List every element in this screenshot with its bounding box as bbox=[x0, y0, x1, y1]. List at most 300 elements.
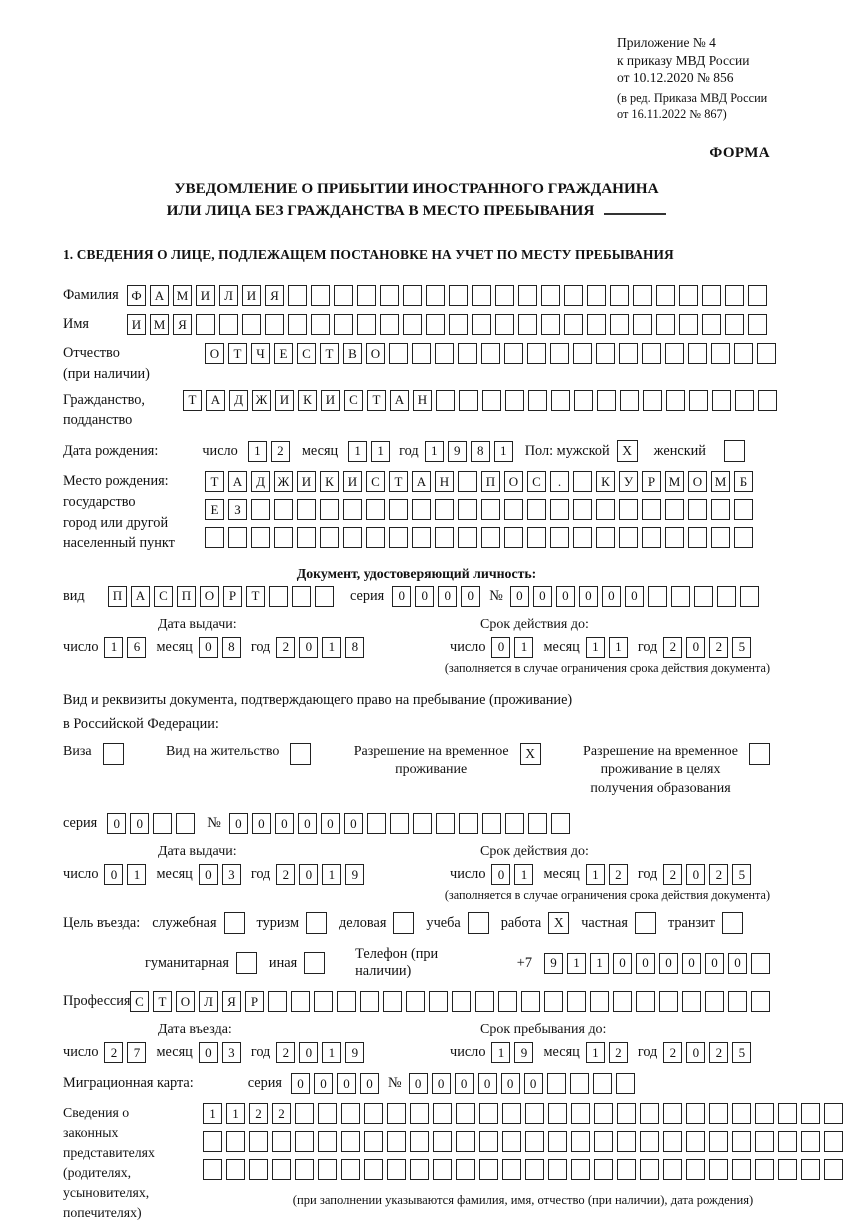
char-box[interactable]: М bbox=[711, 471, 730, 492]
char-box[interactable] bbox=[481, 343, 500, 364]
char-box[interactable] bbox=[593, 1073, 612, 1094]
char-box[interactable] bbox=[642, 343, 661, 364]
char-box[interactable] bbox=[481, 527, 500, 548]
char-box[interactable]: Т bbox=[205, 471, 224, 492]
char-box[interactable] bbox=[688, 527, 707, 548]
char-box[interactable]: Т bbox=[389, 471, 408, 492]
char-box[interactable]: О bbox=[176, 991, 195, 1012]
char-box[interactable] bbox=[735, 390, 754, 411]
char-box[interactable] bbox=[725, 285, 744, 306]
char-box[interactable]: Н bbox=[413, 390, 432, 411]
char-box[interactable]: 2 bbox=[709, 1042, 728, 1063]
char-box[interactable] bbox=[387, 1159, 406, 1180]
sex-male-checkbox[interactable]: X bbox=[617, 440, 638, 462]
char-box[interactable]: 1 bbox=[609, 637, 628, 658]
char-box[interactable] bbox=[573, 527, 592, 548]
char-box[interactable]: 0 bbox=[556, 586, 575, 607]
char-box[interactable] bbox=[748, 314, 767, 335]
char-box[interactable] bbox=[403, 285, 422, 306]
char-box[interactable] bbox=[459, 813, 478, 834]
char-box[interactable] bbox=[666, 390, 685, 411]
char-box[interactable]: Ф bbox=[127, 285, 146, 306]
char-box[interactable] bbox=[824, 1159, 843, 1180]
char-box[interactable] bbox=[360, 991, 379, 1012]
char-box[interactable] bbox=[452, 991, 471, 1012]
char-box[interactable] bbox=[435, 499, 454, 520]
char-box[interactable]: 1 bbox=[491, 1042, 510, 1063]
char-box[interactable]: У bbox=[619, 471, 638, 492]
char-box[interactable]: Ч bbox=[251, 343, 270, 364]
char-box[interactable] bbox=[527, 527, 546, 548]
char-box[interactable] bbox=[249, 1159, 268, 1180]
char-box[interactable] bbox=[705, 991, 724, 1012]
char-box[interactable] bbox=[203, 1131, 222, 1152]
char-box[interactable] bbox=[619, 527, 638, 548]
char-box[interactable]: С bbox=[130, 991, 149, 1012]
char-box[interactable] bbox=[311, 314, 330, 335]
char-box[interactable] bbox=[663, 1103, 682, 1124]
char-box[interactable]: 0 bbox=[199, 864, 218, 885]
char-box[interactable]: 0 bbox=[501, 1073, 520, 1094]
char-box[interactable] bbox=[732, 1131, 751, 1152]
char-box[interactable]: С bbox=[154, 586, 173, 607]
char-box[interactable] bbox=[688, 343, 707, 364]
char-box[interactable] bbox=[665, 499, 684, 520]
char-box[interactable] bbox=[617, 1159, 636, 1180]
char-box[interactable]: 0 bbox=[392, 586, 411, 607]
char-box[interactable] bbox=[617, 1131, 636, 1152]
char-box[interactable]: Л bbox=[219, 285, 238, 306]
char-box[interactable]: 0 bbox=[602, 586, 621, 607]
char-box[interactable]: 5 bbox=[732, 1042, 751, 1063]
char-box[interactable]: Н bbox=[435, 471, 454, 492]
char-box[interactable] bbox=[472, 314, 491, 335]
char-box[interactable]: А bbox=[228, 471, 247, 492]
char-box[interactable] bbox=[573, 499, 592, 520]
char-box[interactable]: 2 bbox=[609, 1042, 628, 1063]
char-box[interactable]: Р bbox=[223, 586, 242, 607]
char-box[interactable]: 0 bbox=[344, 813, 363, 834]
char-box[interactable] bbox=[153, 813, 172, 834]
char-box[interactable] bbox=[433, 1159, 452, 1180]
char-box[interactable] bbox=[314, 991, 333, 1012]
char-box[interactable] bbox=[751, 991, 770, 1012]
char-box[interactable] bbox=[320, 527, 339, 548]
temp-residence-checkbox[interactable]: X bbox=[520, 743, 541, 765]
purpose-business-checkbox[interactable] bbox=[393, 912, 414, 934]
char-box[interactable] bbox=[380, 285, 399, 306]
char-box[interactable] bbox=[587, 285, 606, 306]
char-box[interactable] bbox=[205, 527, 224, 548]
char-box[interactable] bbox=[295, 1103, 314, 1124]
char-box[interactable]: 2 bbox=[276, 637, 295, 658]
purpose-work-checkbox[interactable]: X bbox=[548, 912, 569, 934]
char-box[interactable] bbox=[341, 1103, 360, 1124]
char-box[interactable] bbox=[590, 991, 609, 1012]
char-box[interactable]: И bbox=[275, 390, 294, 411]
char-box[interactable]: 1 bbox=[586, 864, 605, 885]
char-box[interactable]: 0 bbox=[686, 864, 705, 885]
char-box[interactable]: С bbox=[297, 343, 316, 364]
char-box[interactable] bbox=[711, 343, 730, 364]
char-box[interactable] bbox=[597, 390, 616, 411]
char-box[interactable]: А bbox=[206, 390, 225, 411]
char-box[interactable] bbox=[548, 1159, 567, 1180]
char-box[interactable] bbox=[426, 314, 445, 335]
char-box[interactable]: 1 bbox=[127, 864, 146, 885]
char-box[interactable]: 0 bbox=[686, 1042, 705, 1063]
char-box[interactable] bbox=[527, 343, 546, 364]
char-box[interactable]: 1 bbox=[226, 1103, 245, 1124]
char-box[interactable] bbox=[824, 1131, 843, 1152]
char-box[interactable] bbox=[412, 499, 431, 520]
char-box[interactable] bbox=[740, 586, 759, 607]
char-box[interactable] bbox=[412, 343, 431, 364]
char-box[interactable]: 0 bbox=[275, 813, 294, 834]
char-box[interactable] bbox=[364, 1159, 383, 1180]
char-box[interactable] bbox=[594, 1159, 613, 1180]
char-box[interactable]: М bbox=[173, 285, 192, 306]
char-box[interactable]: 6 bbox=[127, 637, 146, 658]
purpose-transit-checkbox[interactable] bbox=[722, 912, 743, 934]
char-box[interactable] bbox=[656, 314, 675, 335]
char-box[interactable]: 1 bbox=[590, 953, 609, 974]
char-box[interactable]: М bbox=[150, 314, 169, 335]
char-box[interactable]: 0 bbox=[625, 586, 644, 607]
char-box[interactable]: 1 bbox=[514, 637, 533, 658]
char-box[interactable] bbox=[288, 314, 307, 335]
char-box[interactable] bbox=[633, 285, 652, 306]
purpose-study-checkbox[interactable] bbox=[468, 912, 489, 934]
char-box[interactable] bbox=[709, 1159, 728, 1180]
char-box[interactable]: Ж bbox=[274, 471, 293, 492]
char-box[interactable] bbox=[387, 1103, 406, 1124]
char-box[interactable] bbox=[458, 499, 477, 520]
char-box[interactable] bbox=[482, 813, 501, 834]
char-box[interactable] bbox=[272, 1131, 291, 1152]
char-box[interactable]: 1 bbox=[322, 637, 341, 658]
char-box[interactable] bbox=[343, 527, 362, 548]
char-box[interactable]: Д bbox=[251, 471, 270, 492]
char-box[interactable] bbox=[458, 527, 477, 548]
char-box[interactable] bbox=[757, 343, 776, 364]
char-box[interactable] bbox=[617, 1103, 636, 1124]
char-box[interactable] bbox=[251, 499, 270, 520]
char-box[interactable] bbox=[541, 314, 560, 335]
char-box[interactable]: 0 bbox=[409, 1073, 428, 1094]
char-box[interactable] bbox=[642, 499, 661, 520]
char-box[interactable]: Б bbox=[734, 471, 753, 492]
char-box[interactable] bbox=[571, 1103, 590, 1124]
char-box[interactable] bbox=[671, 586, 690, 607]
char-box[interactable] bbox=[435, 343, 454, 364]
char-box[interactable]: 0 bbox=[461, 586, 480, 607]
char-box[interactable] bbox=[389, 343, 408, 364]
char-box[interactable] bbox=[337, 991, 356, 1012]
char-box[interactable] bbox=[479, 1103, 498, 1124]
char-box[interactable]: 0 bbox=[229, 813, 248, 834]
char-box[interactable] bbox=[518, 285, 537, 306]
char-box[interactable] bbox=[334, 285, 353, 306]
char-box[interactable]: Я bbox=[265, 285, 284, 306]
char-box[interactable]: 0 bbox=[455, 1073, 474, 1094]
char-box[interactable] bbox=[433, 1103, 452, 1124]
char-box[interactable]: Е bbox=[274, 343, 293, 364]
char-box[interactable] bbox=[295, 1159, 314, 1180]
char-box[interactable]: 0 bbox=[299, 1042, 318, 1063]
residence-permit-checkbox[interactable] bbox=[290, 743, 311, 765]
char-box[interactable] bbox=[343, 499, 362, 520]
char-box[interactable]: И bbox=[242, 285, 261, 306]
char-box[interactable] bbox=[433, 1131, 452, 1152]
char-box[interactable] bbox=[268, 991, 287, 1012]
char-box[interactable] bbox=[410, 1103, 429, 1124]
char-box[interactable] bbox=[547, 1073, 566, 1094]
char-box[interactable] bbox=[679, 285, 698, 306]
char-box[interactable] bbox=[755, 1131, 774, 1152]
char-box[interactable]: 0 bbox=[533, 586, 552, 607]
char-box[interactable] bbox=[755, 1159, 774, 1180]
char-box[interactable]: К bbox=[298, 390, 317, 411]
char-box[interactable] bbox=[824, 1103, 843, 1124]
char-box[interactable]: 2 bbox=[663, 1042, 682, 1063]
char-box[interactable] bbox=[613, 991, 632, 1012]
char-box[interactable]: 1 bbox=[322, 864, 341, 885]
char-box[interactable] bbox=[616, 1073, 635, 1094]
char-box[interactable] bbox=[712, 390, 731, 411]
char-box[interactable] bbox=[725, 314, 744, 335]
char-box[interactable] bbox=[456, 1159, 475, 1180]
char-box[interactable]: 8 bbox=[222, 637, 241, 658]
char-box[interactable]: 0 bbox=[705, 953, 724, 974]
char-box[interactable] bbox=[636, 991, 655, 1012]
char-box[interactable]: Я bbox=[173, 314, 192, 335]
char-box[interactable] bbox=[544, 991, 563, 1012]
char-box[interactable] bbox=[619, 499, 638, 520]
char-box[interactable]: А bbox=[131, 586, 150, 607]
char-box[interactable] bbox=[550, 499, 569, 520]
char-box[interactable] bbox=[528, 390, 547, 411]
char-box[interactable]: 1 bbox=[586, 637, 605, 658]
char-box[interactable] bbox=[318, 1131, 337, 1152]
char-box[interactable] bbox=[196, 314, 215, 335]
char-box[interactable] bbox=[728, 991, 747, 1012]
char-box[interactable] bbox=[610, 285, 629, 306]
char-box[interactable] bbox=[458, 343, 477, 364]
char-box[interactable]: 0 bbox=[686, 637, 705, 658]
char-box[interactable] bbox=[642, 527, 661, 548]
char-box[interactable] bbox=[571, 1131, 590, 1152]
char-box[interactable] bbox=[663, 1131, 682, 1152]
char-box[interactable] bbox=[367, 813, 386, 834]
char-box[interactable]: 1 bbox=[586, 1042, 605, 1063]
char-box[interactable]: О bbox=[205, 343, 224, 364]
char-box[interactable] bbox=[709, 1131, 728, 1152]
char-box[interactable] bbox=[226, 1131, 245, 1152]
char-box[interactable] bbox=[550, 343, 569, 364]
char-box[interactable]: А bbox=[412, 471, 431, 492]
char-box[interactable] bbox=[380, 314, 399, 335]
char-box[interactable] bbox=[751, 953, 770, 974]
char-box[interactable] bbox=[357, 285, 376, 306]
char-box[interactable] bbox=[449, 285, 468, 306]
char-box[interactable] bbox=[682, 991, 701, 1012]
char-box[interactable]: . bbox=[550, 471, 569, 492]
char-box[interactable] bbox=[249, 1131, 268, 1152]
char-box[interactable]: К bbox=[596, 471, 615, 492]
char-box[interactable] bbox=[574, 390, 593, 411]
char-box[interactable] bbox=[694, 586, 713, 607]
char-box[interactable] bbox=[525, 1131, 544, 1152]
char-box[interactable]: П bbox=[108, 586, 127, 607]
char-box[interactable]: 1 bbox=[322, 1042, 341, 1063]
char-box[interactable]: 1 bbox=[514, 864, 533, 885]
char-box[interactable]: О bbox=[200, 586, 219, 607]
char-box[interactable] bbox=[686, 1159, 705, 1180]
char-box[interactable]: 8 bbox=[345, 637, 364, 658]
char-box[interactable] bbox=[527, 499, 546, 520]
purpose-other-checkbox[interactable] bbox=[304, 952, 325, 974]
char-box[interactable] bbox=[633, 314, 652, 335]
char-box[interactable] bbox=[551, 390, 570, 411]
char-box[interactable]: М bbox=[665, 471, 684, 492]
char-box[interactable] bbox=[410, 1159, 429, 1180]
char-box[interactable] bbox=[481, 499, 500, 520]
char-box[interactable]: 0 bbox=[107, 813, 126, 834]
char-box[interactable] bbox=[341, 1131, 360, 1152]
char-box[interactable] bbox=[711, 527, 730, 548]
char-box[interactable]: Т bbox=[246, 586, 265, 607]
char-box[interactable] bbox=[449, 314, 468, 335]
char-box[interactable] bbox=[732, 1159, 751, 1180]
char-box[interactable]: 0 bbox=[298, 813, 317, 834]
char-box[interactable] bbox=[518, 314, 537, 335]
char-box[interactable] bbox=[550, 527, 569, 548]
char-box[interactable]: Я bbox=[222, 991, 241, 1012]
char-box[interactable] bbox=[426, 285, 445, 306]
char-box[interactable]: Е bbox=[205, 499, 224, 520]
char-box[interactable] bbox=[366, 527, 385, 548]
char-box[interactable] bbox=[525, 1103, 544, 1124]
char-box[interactable] bbox=[548, 1131, 567, 1152]
char-box[interactable] bbox=[429, 991, 448, 1012]
char-box[interactable]: 0 bbox=[104, 864, 123, 885]
char-box[interactable]: 3 bbox=[222, 1042, 241, 1063]
char-box[interactable]: 8 bbox=[471, 441, 490, 462]
char-box[interactable] bbox=[734, 527, 753, 548]
char-box[interactable]: О bbox=[688, 471, 707, 492]
char-box[interactable] bbox=[495, 285, 514, 306]
char-box[interactable] bbox=[643, 390, 662, 411]
char-box[interactable] bbox=[504, 527, 523, 548]
char-box[interactable] bbox=[702, 314, 721, 335]
char-box[interactable] bbox=[596, 499, 615, 520]
char-box[interactable] bbox=[459, 390, 478, 411]
char-box[interactable] bbox=[203, 1159, 222, 1180]
char-box[interactable]: 0 bbox=[659, 953, 678, 974]
char-box[interactable] bbox=[732, 1103, 751, 1124]
char-box[interactable] bbox=[755, 1103, 774, 1124]
temp-residence-education-checkbox[interactable] bbox=[749, 743, 770, 765]
char-box[interactable]: 0 bbox=[636, 953, 655, 974]
char-box[interactable] bbox=[564, 285, 583, 306]
char-box[interactable] bbox=[475, 991, 494, 1012]
char-box[interactable] bbox=[366, 499, 385, 520]
char-box[interactable] bbox=[357, 314, 376, 335]
char-box[interactable] bbox=[801, 1103, 820, 1124]
char-box[interactable]: 0 bbox=[432, 1073, 451, 1094]
char-box[interactable] bbox=[458, 471, 477, 492]
place-of-stay-blank[interactable] bbox=[604, 200, 666, 215]
char-box[interactable]: 0 bbox=[337, 1073, 356, 1094]
char-box[interactable] bbox=[456, 1103, 475, 1124]
char-box[interactable] bbox=[573, 343, 592, 364]
char-box[interactable] bbox=[502, 1131, 521, 1152]
char-box[interactable]: И bbox=[297, 471, 316, 492]
char-box[interactable] bbox=[648, 586, 667, 607]
char-box[interactable] bbox=[219, 314, 238, 335]
char-box[interactable]: Л bbox=[199, 991, 218, 1012]
char-box[interactable] bbox=[495, 314, 514, 335]
char-box[interactable] bbox=[413, 813, 432, 834]
purpose-official-checkbox[interactable] bbox=[224, 912, 245, 934]
char-box[interactable]: 0 bbox=[314, 1073, 333, 1094]
char-box[interactable] bbox=[364, 1131, 383, 1152]
char-box[interactable] bbox=[801, 1159, 820, 1180]
char-box[interactable] bbox=[226, 1159, 245, 1180]
char-box[interactable]: А bbox=[150, 285, 169, 306]
char-box[interactable] bbox=[686, 1131, 705, 1152]
char-box[interactable]: П bbox=[481, 471, 500, 492]
char-box[interactable]: 2 bbox=[663, 864, 682, 885]
char-box[interactable]: Р bbox=[245, 991, 264, 1012]
char-box[interactable] bbox=[541, 285, 560, 306]
char-box[interactable] bbox=[272, 1159, 291, 1180]
char-box[interactable] bbox=[548, 1103, 567, 1124]
char-box[interactable]: 0 bbox=[360, 1073, 379, 1094]
char-box[interactable]: А bbox=[390, 390, 409, 411]
char-box[interactable]: 0 bbox=[438, 586, 457, 607]
char-box[interactable] bbox=[274, 499, 293, 520]
char-box[interactable] bbox=[318, 1103, 337, 1124]
char-box[interactable]: 9 bbox=[514, 1042, 533, 1063]
char-box[interactable] bbox=[640, 1103, 659, 1124]
char-box[interactable] bbox=[570, 1073, 589, 1094]
char-box[interactable] bbox=[659, 991, 678, 1012]
char-box[interactable]: 1 bbox=[104, 637, 123, 658]
char-box[interactable]: 5 bbox=[732, 637, 751, 658]
char-box[interactable]: 2 bbox=[271, 441, 290, 462]
char-box[interactable] bbox=[389, 527, 408, 548]
char-box[interactable] bbox=[801, 1131, 820, 1152]
char-box[interactable] bbox=[383, 991, 402, 1012]
char-box[interactable]: 0 bbox=[130, 813, 149, 834]
char-box[interactable] bbox=[292, 586, 311, 607]
char-box[interactable] bbox=[436, 390, 455, 411]
char-box[interactable]: П bbox=[177, 586, 196, 607]
char-box[interactable] bbox=[686, 1103, 705, 1124]
char-box[interactable] bbox=[387, 1131, 406, 1152]
char-box[interactable] bbox=[502, 1103, 521, 1124]
char-box[interactable] bbox=[412, 527, 431, 548]
char-box[interactable]: С bbox=[344, 390, 363, 411]
char-box[interactable]: 2 bbox=[276, 864, 295, 885]
char-box[interactable]: 2 bbox=[709, 864, 728, 885]
char-box[interactable]: 5 bbox=[732, 864, 751, 885]
char-box[interactable] bbox=[472, 285, 491, 306]
char-box[interactable] bbox=[436, 813, 455, 834]
char-box[interactable]: 9 bbox=[448, 441, 467, 462]
